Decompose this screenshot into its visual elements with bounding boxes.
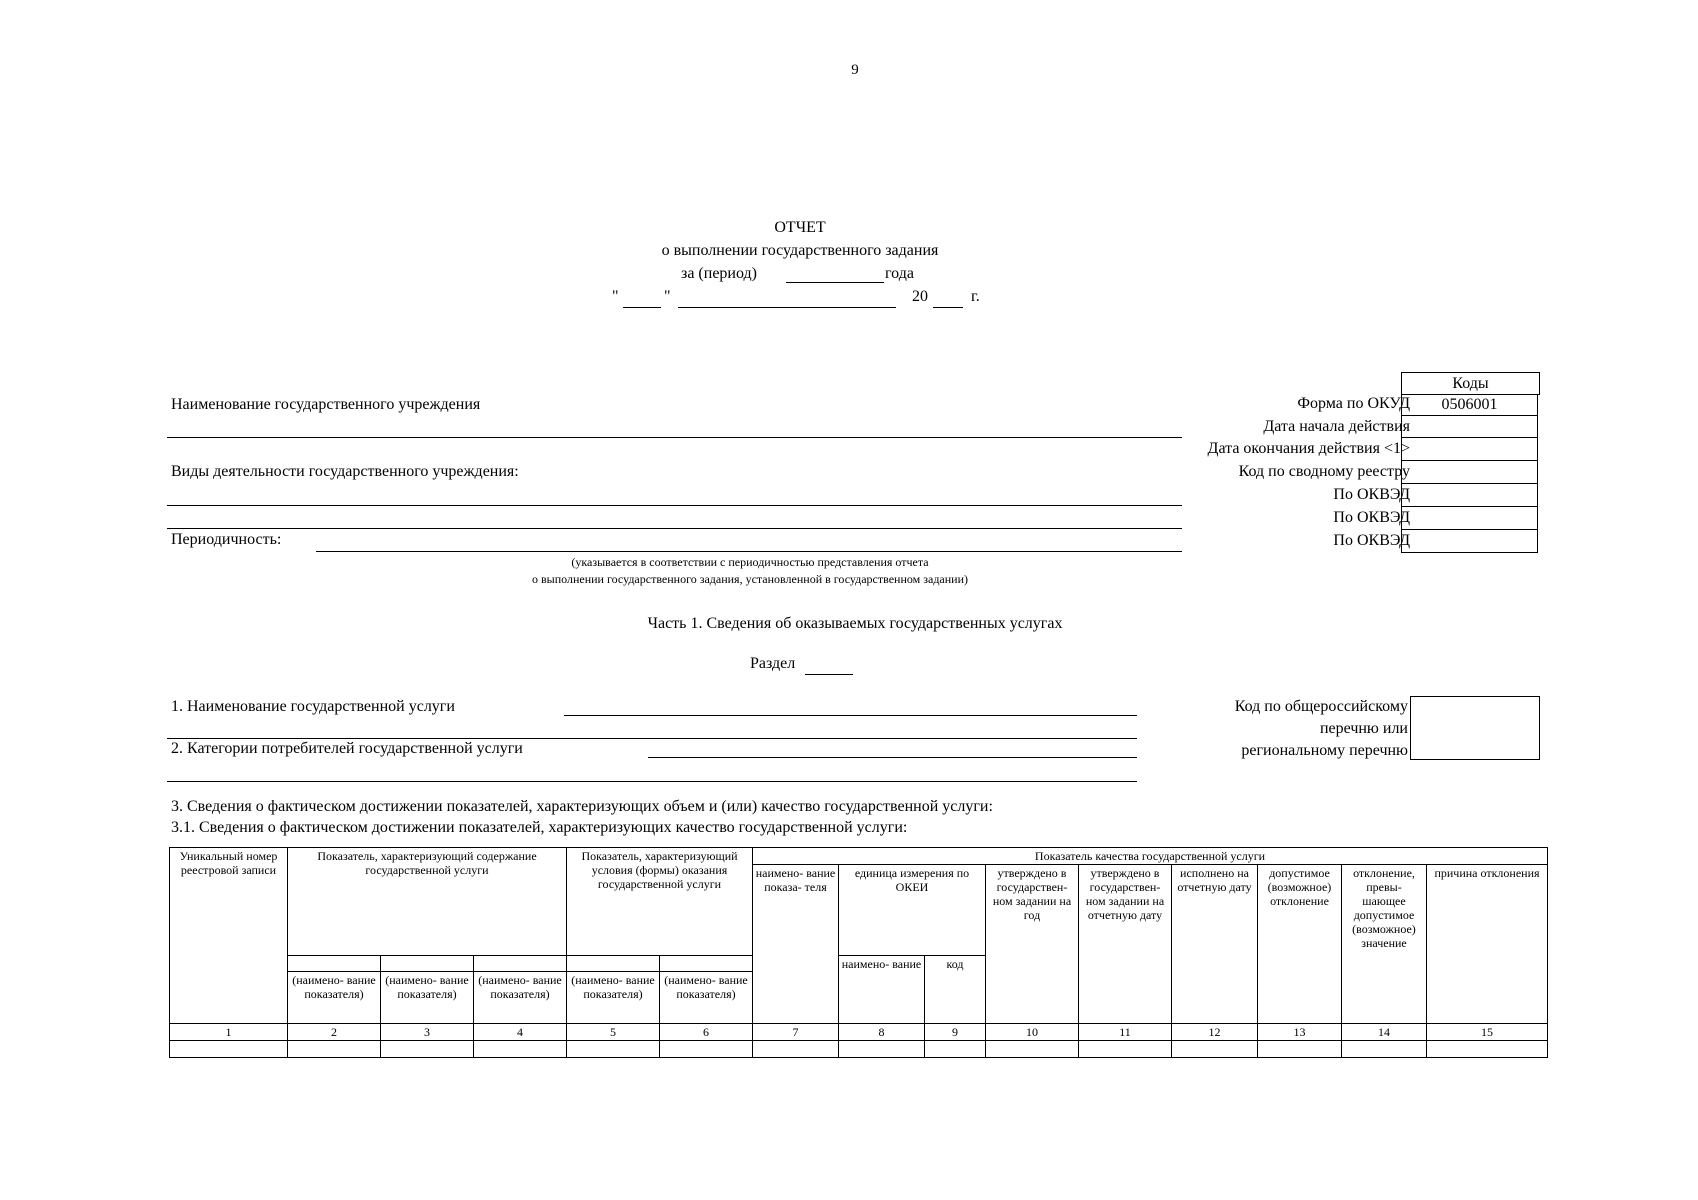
blank-cell [567, 956, 660, 972]
column-number: 3 [381, 1024, 474, 1041]
col-approved-year: утверждено в государствен- ном задании на год [986, 865, 1079, 1024]
blank-cell [474, 956, 567, 972]
code-list-box[interactable] [1410, 696, 1540, 760]
table-cell[interactable] [1427, 1041, 1548, 1058]
table-cell[interactable] [925, 1041, 986, 1058]
column-number: 10 [986, 1024, 1079, 1041]
col-done: исполнено на отчетную дату [1172, 865, 1258, 1024]
code-value-okved-3[interactable] [1401, 530, 1538, 553]
col-allowed-deviation: допустимое (возможное) отклонение [1258, 865, 1342, 1024]
service-name-label: 1. Наименование государственной услуги [171, 698, 455, 715]
code-label-registry: Код по сводному реестру [1238, 463, 1410, 480]
table-cell[interactable] [1342, 1041, 1427, 1058]
col-group-content: Показатель, характеризующий содержание государственной услуги [288, 848, 567, 956]
periodicity-note-2: о выполнении государственного задания, установленной в государственном задании) [531, 572, 969, 586]
code-value-okved-1[interactable] [1401, 484, 1538, 507]
column-number: 4 [474, 1024, 567, 1041]
date-quote-open: " [612, 288, 619, 305]
code-value-registry[interactable] [1401, 461, 1538, 484]
column-number: 12 [1172, 1024, 1258, 1041]
institution-name-line[interactable] [167, 437, 1182, 438]
date-year-blank [933, 307, 963, 308]
report-subtitle: о выполнении государственного задания [661, 242, 939, 259]
col-conditions-indicator-2: (наимено- вание показателя) [660, 972, 753, 1024]
column-number: 7 [753, 1024, 839, 1041]
periodicity-line[interactable] [316, 551, 1182, 552]
col-quality-unit: единица измерения по ОКЕИ [839, 865, 986, 956]
column-number: 8 [839, 1024, 925, 1041]
report-title: ОТЧЕТ [774, 219, 826, 236]
blank-cell [288, 956, 381, 972]
col-content-indicator-2: (наимено- вание показателя) [381, 972, 474, 1024]
column-number: 1 [170, 1024, 288, 1041]
column-number-row [170, 1024, 1548, 1041]
activity-types-line-2[interactable] [167, 528, 1182, 529]
column-number: 14 [1342, 1024, 1427, 1041]
table-cell[interactable] [1258, 1041, 1342, 1058]
activity-types-label: Виды деятельности государственного учреждения: [171, 463, 519, 480]
date-year-suffix: г. [971, 288, 980, 305]
item3-label: 3. Сведения о фактическом достижении показателей, характеризующих объем и (или) качество государственной услуги: [171, 798, 993, 815]
code-value-okved-2[interactable] [1401, 507, 1538, 530]
date-year-prefix: 20 [912, 288, 928, 305]
consumers-line-2[interactable] [167, 781, 1137, 782]
institution-name-label: Наименование государственного учреждения [171, 396, 481, 413]
table-cell[interactable] [1079, 1041, 1172, 1058]
col-group-conditions: Показатель, характеризующий условия (формы) оказания государственной услуги [567, 848, 753, 956]
quality-indicators-table [169, 847, 1548, 1058]
code-label-okved-3: По ОКВЭД [1333, 532, 1410, 549]
activity-types-line-1[interactable] [167, 505, 1182, 506]
code-list-label-2: перечню или [1319, 720, 1408, 737]
code-list-label-3: региональному перечню [1241, 742, 1408, 759]
codes-header: Коды [1401, 372, 1540, 395]
section-blank[interactable] [805, 674, 853, 675]
date-quote-close: " [664, 288, 671, 305]
service-name-line[interactable] [564, 715, 1137, 716]
col-deviation-reason: причина отклонения [1427, 865, 1548, 1024]
service-name-line-2[interactable] [167, 738, 1137, 739]
code-label-start-date: Дата начала действия [1263, 418, 1410, 435]
column-number: 9 [925, 1024, 986, 1041]
column-number: 11 [1079, 1024, 1172, 1041]
table-cell[interactable] [839, 1041, 925, 1058]
col-deviation-over: отклонение, превы- шающее допустимое (возможное) значение [1342, 865, 1427, 1024]
table-cell[interactable] [381, 1041, 474, 1058]
column-number: 6 [660, 1024, 753, 1041]
column-number: 5 [567, 1024, 660, 1041]
column-number: 2 [288, 1024, 381, 1041]
col-unique-number: Уникальный номер реестровой записи [170, 848, 288, 1024]
table-cell[interactable] [474, 1041, 567, 1058]
consumers-line[interactable] [648, 757, 1137, 758]
blank-cell [381, 956, 474, 972]
code-label-okved-1: По ОКВЭД [1333, 486, 1410, 503]
col-content-indicator-3: (наимено- вание показателя) [474, 972, 567, 1024]
table-cell[interactable] [753, 1041, 839, 1058]
item31-label: 3.1. Сведения о фактическом достижении показателей, характеризующих качество государственной услуги: [171, 819, 908, 836]
code-label-okved-2: По ОКВЭД [1333, 509, 1410, 526]
periodicity-label: Периодичность: [171, 531, 282, 548]
column-number: 13 [1258, 1024, 1342, 1041]
code-label-end-date: Дата окончания действия <1> [1207, 440, 1410, 457]
part1-title: Часть 1. Сведения об оказываемых государственных услугах [647, 615, 1063, 632]
code-label-okud: Форма по ОКУД [1297, 395, 1410, 412]
code-value-end-date[interactable] [1401, 438, 1538, 461]
col-unit-code: код [925, 956, 986, 1024]
period-blank [786, 282, 884, 283]
date-month-blank [678, 307, 896, 308]
col-quality-name: наимено- вание показа- теля [753, 865, 839, 1024]
page-number: 9 [851, 62, 859, 78]
col-group-quality: Показатель качества государственной услуги [753, 848, 1548, 865]
table-row [170, 1041, 1548, 1058]
table-cell[interactable] [288, 1041, 381, 1058]
col-content-indicator-1: (наимено- вание показателя) [288, 972, 381, 1024]
table-cell[interactable] [567, 1041, 660, 1058]
section-label: Раздел [750, 655, 796, 672]
col-unit-name: наимено- вание [839, 956, 925, 1024]
period-suffix: года [885, 265, 914, 282]
table-cell[interactable] [170, 1041, 288, 1058]
periodicity-note-1: (указывается в соответствии с периодичностью представления отчета [571, 555, 929, 569]
code-value-okud[interactable]: 0506001 [1401, 394, 1538, 416]
table-cell[interactable] [660, 1041, 753, 1058]
codes-values [1401, 394, 1538, 553]
col-approved-date: утверждено в государствен- ном задании на отчетную дату [1079, 865, 1172, 1024]
date-day-blank [623, 307, 661, 308]
col-conditions-indicator-1: (наимено- вание показателя) [567, 972, 660, 1024]
column-number: 15 [1427, 1024, 1548, 1041]
period-label: за (период) [681, 265, 757, 282]
code-value-start-date[interactable] [1401, 416, 1538, 438]
consumers-label: 2. Категории потребителей государственной услуги [171, 740, 523, 757]
blank-cell [660, 956, 753, 972]
table-cell[interactable] [1172, 1041, 1258, 1058]
code-list-label-1: Код по общероссийскому [1234, 698, 1408, 715]
table-cell[interactable] [986, 1041, 1079, 1058]
